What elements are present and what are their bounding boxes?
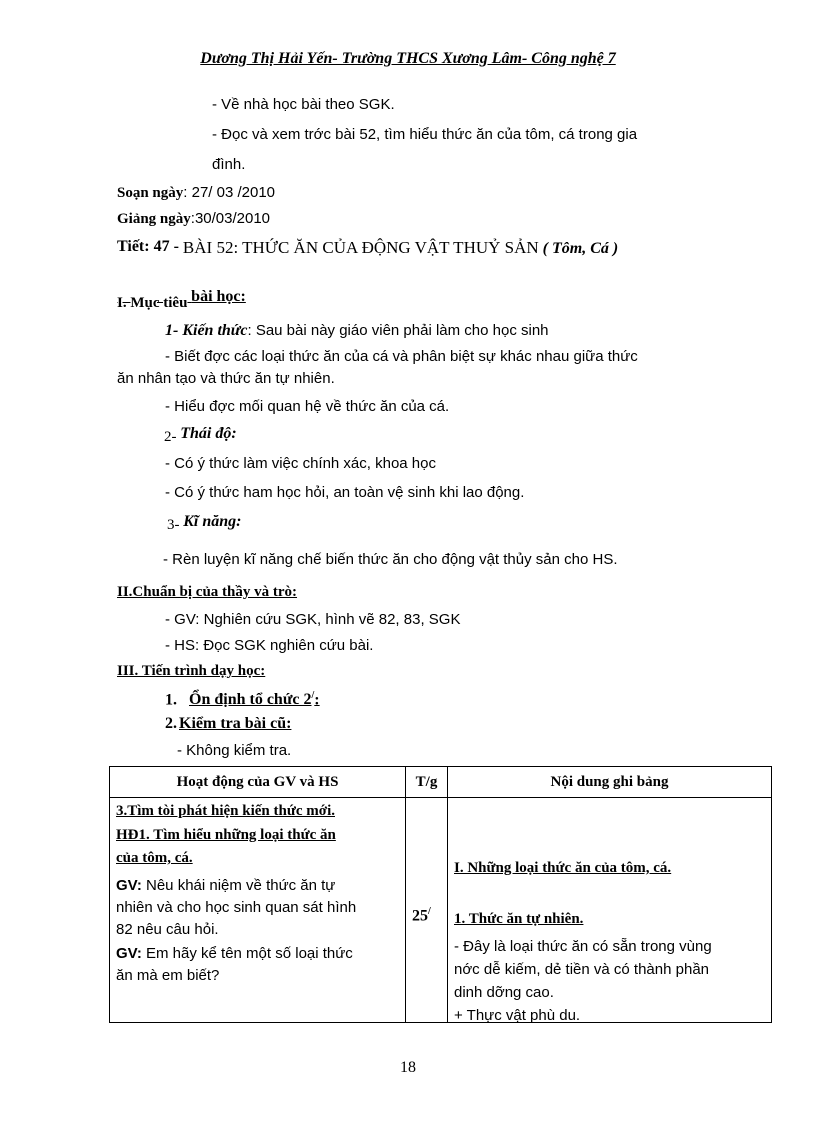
table-header-activity: Hoạt động của GV và HS xyxy=(110,767,406,798)
skill-heading: 3- Kĩ năng: xyxy=(167,513,242,533)
prepare-date-label: Soạn ngày xyxy=(117,185,184,201)
prepare-date xyxy=(117,184,275,202)
table-header-row xyxy=(110,767,772,798)
knowledge-text: : Sau bài này giáo viên phải làm cho học sinh xyxy=(247,322,549,339)
lesson-name: BÀI 52: THỨC ĂN CỦA ĐỘNG VẬT THUỶ SẢN xyxy=(182,238,539,257)
content-subheading: 1. Thức ăn tự nhiên. xyxy=(454,911,584,927)
page-number: 18 xyxy=(400,1059,416,1076)
homework-line: đình. xyxy=(212,156,246,173)
section-preparation-heading: II.Chuẩn bị của thầy và trò: xyxy=(117,584,298,600)
table-header-time: T/g xyxy=(406,767,448,798)
teach-date xyxy=(117,210,270,228)
knowledge-item: ăn nhân tạo và thức ăn tự nhiên. xyxy=(117,370,335,387)
knowledge-label: 1- Kiến thức xyxy=(165,322,248,339)
homework-line: - Về nhà học bài theo SGK. xyxy=(212,96,395,113)
section-process-heading: III. Tiến trình dạy học: xyxy=(117,663,266,679)
knowledge-line xyxy=(165,322,549,340)
knowledge-item: - Hiểu đợc mối quan hệ về thức ăn của cá. xyxy=(165,398,450,415)
content-text: - Đây là loại thức ăn có sẵn trong vùng xyxy=(454,938,712,955)
activity-subheading: của tôm, cá. xyxy=(116,850,193,866)
attitude-heading: 2- Thái độ: xyxy=(164,425,237,445)
activity-subheading: HĐ1. Tìm hiểu những loại thức ăn xyxy=(116,827,336,843)
skill-item: - Rèn luyện kĩ năng chế biến thức ăn cho động vật thủy sản cho HS. xyxy=(163,551,618,568)
activity-teacher-text: GV: Nêu khái niệm về thức ăn tự xyxy=(116,877,336,894)
process-item-2-text: - Không kiểm tra. xyxy=(177,742,292,759)
content-cell xyxy=(448,798,772,1023)
teach-date-value: :30/03/2010 xyxy=(190,210,271,227)
content-heading: I. Những loại thức ăn của tôm, cá. xyxy=(454,860,672,876)
activity-teacher-text: ăn mà em biết? xyxy=(116,967,220,984)
preparation-teacher: - GV: Nghiên cứu SGK, hình vẽ 82, 83, SGK xyxy=(165,611,461,628)
activity-cell xyxy=(110,798,406,1023)
lesson-title xyxy=(117,236,618,256)
time-value: 25/ xyxy=(412,906,431,925)
lesson-subtitle: ( Tôm, Cá ) xyxy=(542,240,619,257)
time-cell xyxy=(406,798,448,1023)
activity-teacher-text: 82 nêu câu hỏi. xyxy=(116,921,219,938)
content-text: nớc dễ kiếm, dẻ tiền và có thành phần xyxy=(454,961,709,978)
attitude-item: - Có ý thức làm việc chính xác, khoa học xyxy=(165,455,436,472)
homework-line: - Đọc và xem trớc bài 52, tìm hiểu thức ăn của tôm, cá trong gia xyxy=(212,126,638,143)
section-objectives-heading: I. Mục tiêu bài học: xyxy=(117,288,246,311)
lesson-activity-table xyxy=(109,766,772,1023)
table-row xyxy=(110,798,772,1023)
knowledge-item: - Biết đợc các loại thức ăn của cá và phân biệt sự khác nhau giữa thức xyxy=(165,348,638,365)
content-text: + Thực vật phù du. xyxy=(454,1007,581,1024)
lesson-number: Tiết: 47 - xyxy=(117,238,179,255)
teach-date-label: Giảng ngày xyxy=(117,211,191,227)
attitude-item: - Có ý thức ham học hỏi, an toàn vệ sinh khi lao động. xyxy=(165,484,525,501)
content-text: dinh dỡng cao. xyxy=(454,984,554,1001)
preparation-student: - HS: Đọc SGK nghiên cứu bài. xyxy=(165,637,374,654)
process-item-1: 1. Ổn định tổ chức 2/: xyxy=(165,690,320,709)
activity-teacher-text: GV: Em hãy kể tên một số loại thức xyxy=(116,945,353,962)
page-header: Dương Thị Hải Yến- Trường THCS Xương Lâm- Công nghệ 7 xyxy=(200,50,616,67)
process-item-2: 2. Kiểm tra bài cũ: xyxy=(165,715,292,732)
prepare-date-value: : 27/ 03 /2010 xyxy=(183,184,276,201)
table-header-content: Nội dung ghi bảng xyxy=(448,767,772,798)
activity-heading: 3.Tìm tòi phát hiện kiến thức mới. xyxy=(116,803,335,819)
activity-teacher-text: nhiên và cho học sinh quan sát hình xyxy=(116,899,357,916)
